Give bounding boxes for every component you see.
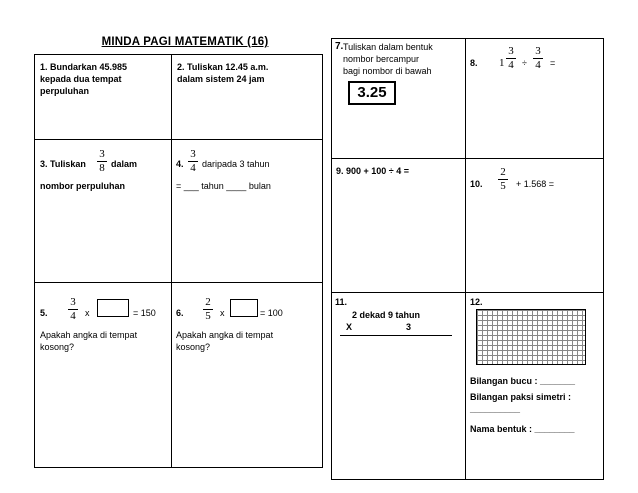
question-6-line-3: kosong?: [176, 342, 211, 352]
question-6-numerator: 2: [205, 296, 211, 308]
question-5-answer-box[interactable]: [97, 299, 129, 317]
question-5-times: x: [85, 308, 90, 318]
question-1-line-2: kepada dua tempat: [40, 74, 122, 84]
question-11-answer-line: [340, 335, 452, 336]
question-3-fraction: [96, 148, 108, 174]
question-8-fraction-2: [532, 45, 544, 71]
question-3-suffix: dalam: [111, 159, 138, 169]
question-12-axes-line-1: Bilangan paksi simetri :: [470, 392, 572, 402]
question-12-grid-drawing: [476, 309, 586, 365]
question-8-denominator-1: 4: [508, 59, 514, 71]
question-6-result: = 100: [260, 308, 283, 318]
question-3-line-2: nombor perpuluhan: [40, 181, 125, 191]
question-6-number: 6.: [176, 308, 184, 318]
question-10-numerator: 2: [500, 166, 506, 178]
question-10-rest: + 1.568 =: [516, 179, 555, 189]
question-3-cell: [35, 140, 172, 283]
right-question-table: [331, 38, 604, 480]
question-1-line-3: perpuluhan: [40, 86, 89, 96]
question-7-line-1: Tuliskan dalam bentuk: [343, 42, 433, 52]
question-5-result: = 150: [133, 308, 156, 318]
question-3-denominator: 8: [99, 162, 105, 174]
question-3-numerator: 3: [99, 148, 105, 160]
question-7-cell: [332, 39, 466, 159]
question-4-numerator: 3: [190, 148, 196, 160]
question-10-fraction: [497, 166, 509, 192]
question-10-number: 10.: [470, 179, 483, 189]
question-4-number: 4.: [176, 159, 184, 169]
question-2-line-1: 2. Tuliskan 12.45 a.m.: [177, 62, 269, 72]
question-6-denominator: 5: [205, 310, 211, 322]
question-9-cell: [332, 159, 466, 293]
question-9-text: 9. 900 + 100 ÷ 4 =: [336, 166, 409, 176]
question-5-numerator: 3: [70, 296, 76, 308]
question-2-line-2: dalam sistem 24 jam: [177, 74, 265, 84]
question-12-corners: Bilangan bucu : _______: [470, 376, 576, 386]
question-7-value-box: 3.25: [348, 81, 396, 105]
question-8-fraction-1: [505, 45, 517, 71]
question-2-cell: [172, 55, 323, 140]
question-11-number: 11.: [335, 297, 348, 307]
question-4-denominator: 4: [190, 162, 196, 174]
question-6-cell: [172, 283, 323, 468]
question-11-cell: [332, 293, 466, 480]
question-11-times: X: [346, 322, 353, 332]
question-12-shape-name: Nama bentuk : ________: [470, 424, 575, 434]
question-12-axes-line-2: __________: [470, 404, 521, 414]
question-8-numerator-2: 3: [535, 45, 541, 57]
question-5-fraction: [67, 296, 79, 322]
question-1-cell: [35, 55, 172, 140]
question-8-number: 8.: [470, 58, 478, 68]
question-4-fraction: [187, 148, 199, 174]
question-5-denominator: 4: [70, 310, 76, 322]
question-10-cell: [466, 159, 604, 293]
question-7-line-2: nombor bercampur: [343, 54, 420, 64]
question-10-denominator: 5: [500, 180, 506, 192]
question-5-number: 5.: [40, 308, 48, 318]
question-4-text: daripada 3 tahun: [202, 159, 270, 169]
question-6-times: x: [220, 308, 225, 318]
question-7-number: 7.: [335, 41, 344, 52]
question-8-denominator-2: 4: [535, 59, 541, 71]
left-question-table: [34, 54, 323, 468]
question-8-whole: 1: [499, 57, 505, 69]
question-4-line-2: = ___ tahun ____ bulan: [176, 181, 271, 191]
question-8-operator: ÷: [522, 58, 527, 68]
question-6-line-2: Apakah angka di tempat: [176, 330, 274, 340]
question-5-cell: [35, 283, 172, 468]
page-title: MINDA PAGI MATEMATIK (16): [101, 36, 269, 48]
question-12-cell: [466, 293, 604, 480]
question-4-cell: [172, 140, 323, 283]
question-1-line-1: 1. Bundarkan 45.985: [40, 62, 128, 72]
question-6-answer-box[interactable]: [230, 299, 258, 317]
question-7-line-3: bagi nombor di bawah: [343, 66, 432, 76]
question-8-numerator-1: 3: [508, 45, 514, 57]
question-3-prefix: 3. Tuliskan: [40, 159, 86, 169]
question-5-line-2: Apakah angka di tempat: [40, 330, 138, 340]
question-6-fraction: [202, 296, 214, 322]
question-11-multiplier: 3: [406, 322, 412, 332]
question-8-cell: [466, 39, 604, 159]
question-11-line-1: 2 dekad 9 tahun: [352, 310, 421, 320]
question-12-number: 12.: [470, 297, 483, 307]
question-8-equals: =: [550, 58, 556, 68]
question-5-line-3: kosong?: [40, 342, 75, 352]
